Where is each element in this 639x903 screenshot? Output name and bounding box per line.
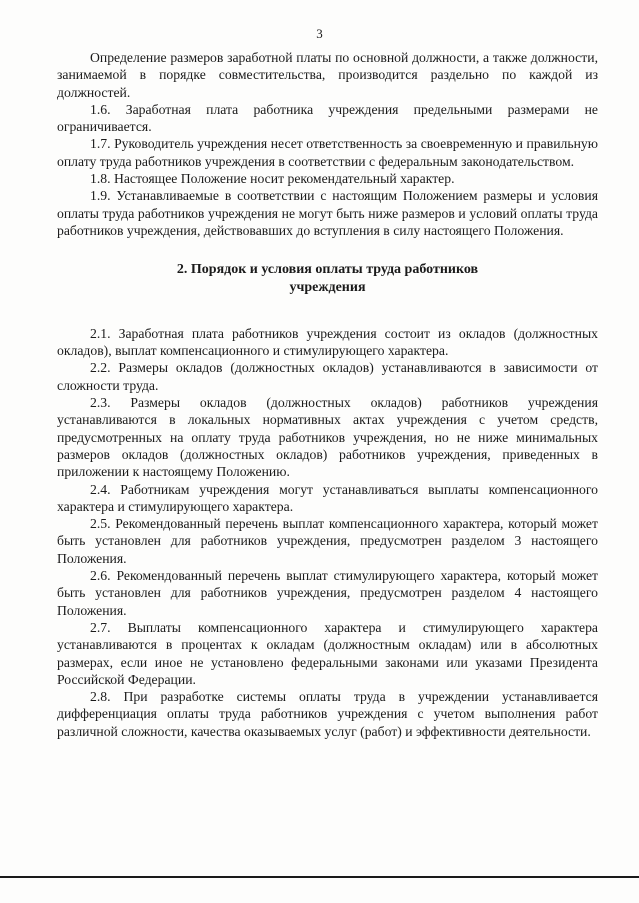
section-2-heading-line-1: 2. Порядок и условия оплаты труда работников (176, 262, 479, 278)
paragraph-2-8: 2.8. При разработке системы оплаты труда в учреждении устанавливается дифференциация оплаты труда работников учреждения с учетом выполнения работ различной сложности, качества оказываемых услуг (работ) и эффективности деятельности. (57, 689, 598, 739)
paragraph-1-8: 1.8. Настоящее Положение носит рекомендательный характер. (90, 171, 455, 187)
paragraph-2-6: 2.6. Рекомендованный перечень выплат стимулирующего характера, который может быть установлен для работников учреждения, предусмотрен разделом 4 настоящего Положения. (57, 568, 598, 618)
paragraph-1-9: 1.9. Устанавливаемые в соответствии с настоящим Положением размеры и условия оплаты труда работников учреждения не могут быть ниже размеров и условий оплаты труда работников учреждения, действовавших до вступления в силу настоящего Положения. (57, 188, 598, 238)
bottom-divider (0, 876, 639, 878)
paragraph-2-5: 2.5. Рекомендованный перечень выплат компенсационного характера, который может быть установлен для работников учреждения, предусмотрен разделом 3 настоящего Положения. (57, 516, 598, 566)
page-number: 3 (316, 26, 323, 41)
paragraph-2-2: 2.2. Размеры окладов (должностных окладов) устанавливаются в зависимости от сложности труда. (57, 360, 598, 393)
document-body (57, 49, 598, 740)
paragraph-1-7: 1.7. Руководитель учреждения несет ответственность за своевременную и правильную оплату труда работников учреждения в соответствии с федеральным законодательством. (57, 136, 598, 169)
paragraph-2-3: 2.3. Размеры окладов (должностных окладов) работников учреждения устанавливаются в локальных нормативных актах учреждения с учетом средств, предусмотренных на оплату труда работников учреждения, но не ниже минимальных размеров окладов (должностных окладов) работников учреждения, приведенных в приложении к настоящему Положению. (57, 395, 598, 480)
paragraph-2-4: 2.4. Работникам учреждения могут устанавливаться выплаты компенсационного характера и стимулирующего характера. (57, 481, 598, 514)
paragraph-2-1: 2.1. Заработная плата работников учреждения состоит из окладов (должностных окладов), выплат компенсационного и стимулирующего характера. (57, 325, 598, 359)
paragraph-1-6: 1.6. Заработная плата работника учреждения предельными размерами не ограничивается. (57, 101, 598, 135)
section-2-heading-line-2: учреждения (289, 279, 366, 295)
section-2-heading (57, 261, 598, 296)
paragraph-2-7: 2.7. Выплаты компенсационного характера и стимулирующего характера устанавливаются в процентах к окладам (должностным окладам) или в абсолютных размерах, если иное не установлено федеральными законами или указами Президента Российской Федерации. (57, 619, 598, 687)
paragraph-salary-separate: Определение размеров заработной платы по основной должности, а также должности, занимаемой в порядке совместительства, производится раздельно по каждой из должностей. (57, 50, 598, 100)
